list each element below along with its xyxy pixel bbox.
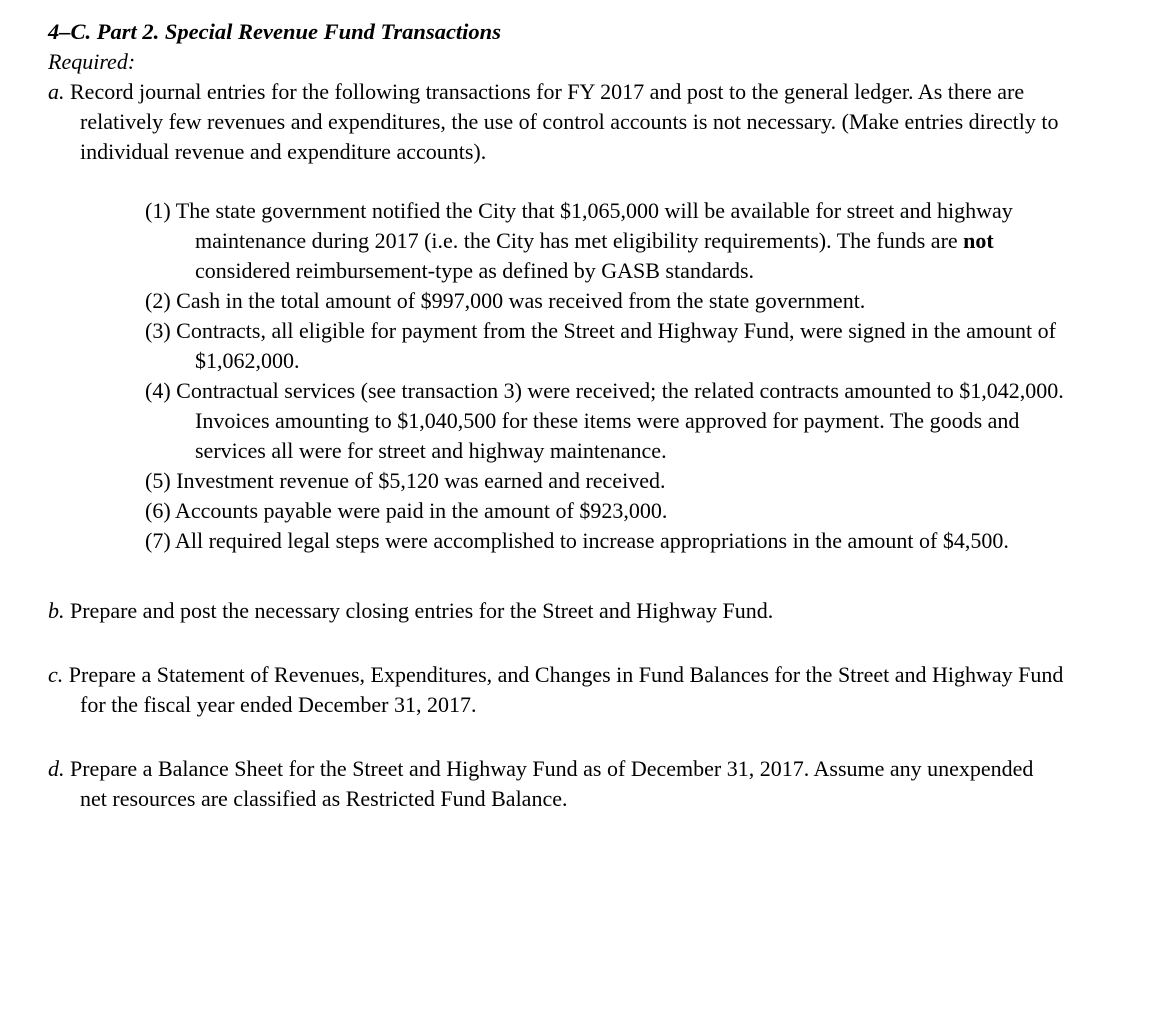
transaction-2-number: (2)	[145, 288, 171, 313]
requirement-c-text: Prepare a Statement of Revenues, Expenditures, and Changes in Fund Balances for the Street and Highway Fund for the fiscal year ended December 31, 2017.	[68, 662, 1064, 717]
transaction-item-3	[145, 316, 1067, 376]
requirement-b	[48, 596, 1065, 626]
transaction-2-text: Cash in the total amount of $997,000 was received from the state government.	[176, 288, 866, 313]
required-label: Required:	[48, 49, 136, 74]
transaction-list	[145, 196, 1123, 556]
transaction-3-text: Contracts, all eligible for payment from the Street and Highway Fund, were signed in the amount of $1,062,000.	[176, 318, 1056, 373]
transaction-1-bold-word: not	[963, 228, 994, 253]
transaction-4-text: Contractual services (see transaction 3) were received; the related contracts amounted to $1,042,000. Invoices amounting to $1,040,500 for these items were approved for payment. The goods and services all were for street and highway maintenance.	[176, 378, 1064, 463]
transaction-item-2	[145, 286, 1067, 316]
transaction-7-text: All required legal steps were accomplished to increase appropriations in the amount of $4,500.	[174, 528, 1009, 553]
transaction-item-1	[145, 196, 1067, 286]
requirement-a-label: a.	[48, 79, 65, 104]
requirement-a-text: Record journal entries for the following transactions for FY 2017 and post to the general ledger. As there are relatively few revenues and expenditures, the use of control accounts is not necessary. (Make entries directly to individual revenue and expenditure accounts).	[70, 79, 1059, 164]
transaction-6-text: Accounts payable were paid in the amount of $923,000.	[174, 498, 668, 523]
transaction-4-number: (4)	[145, 378, 171, 403]
requirement-a	[48, 77, 1065, 167]
requirement-d-label: d.	[48, 756, 65, 781]
transaction-7-number: (7)	[145, 528, 171, 553]
transaction-1-number: (1)	[145, 198, 171, 223]
transaction-item-4	[145, 376, 1067, 466]
transaction-item-5	[145, 466, 1067, 496]
transaction-1-text: The state government notified the City that $1,065,000 will be available for street and highway maintenance during 2017 (i.e. the City has met eligibility requirements). The funds are	[175, 198, 1013, 253]
transaction-6-number: (6)	[145, 498, 171, 523]
requirement-c-label: c.	[48, 662, 64, 687]
transaction-item-6	[145, 496, 1067, 526]
requirement-b-label: b.	[48, 598, 65, 623]
requirement-d-text: Prepare a Balance Sheet for the Street and Highway Fund as of December 31, 2017. Assume any unexpended net resources are classified as Restricted Fund Balance.	[70, 756, 1034, 811]
transaction-5-text: Investment revenue of $5,120 was earned and received.	[176, 468, 666, 493]
requirement-c	[48, 660, 1065, 720]
problem-title: 4–C. Part 2. Special Revenue Fund Transactions	[48, 19, 501, 44]
requirement-b-text: Prepare and post the necessary closing entries for the Street and Highway Fund.	[70, 598, 774, 623]
transaction-1-text-after: considered reimbursement-type as defined by GASB standards.	[195, 258, 755, 283]
requirement-d	[48, 754, 1065, 814]
transaction-3-number: (3)	[145, 318, 171, 343]
transaction-item-7	[145, 526, 1067, 556]
transaction-5-number: (5)	[145, 468, 171, 493]
